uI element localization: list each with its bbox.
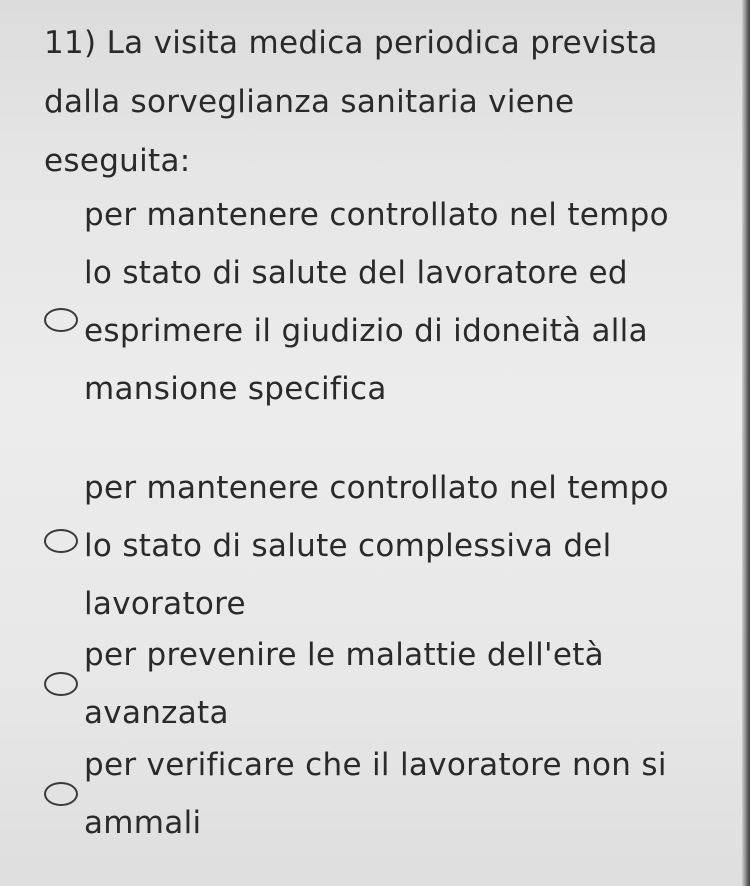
- screen-edge-shadow: [742, 0, 750, 886]
- answer-option-4[interactable]: [0, 736, 750, 854]
- radio-button-1[interactable]: [44, 308, 78, 332]
- answer-option-4-label: per verificare che il lavoratore non si ammali: [84, 747, 667, 841]
- answer-option-1-label: per mantenere controllato nel tempo lo stato di salute del lavoratore ed esprimere il giudizio di idoneità alla mansione specifica: [84, 197, 669, 407]
- radio-button-2[interactable]: [44, 529, 78, 553]
- answer-option-2[interactable]: [0, 459, 750, 639]
- answer-option-3-label: per prevenire le malattie dell'età avanzata: [84, 637, 604, 731]
- radio-button-3[interactable]: [44, 672, 78, 696]
- answer-option-1[interactable]: [0, 186, 750, 476]
- question-text: 11) La visita medica periodica prevista dalla sorveglianza sanitaria viene eseguita:: [44, 25, 658, 179]
- answer-option-2-label: per mantenere controllato nel tempo lo stato di salute complessiva del lavoratore: [84, 470, 669, 622]
- radio-button-4[interactable]: [44, 782, 78, 806]
- answer-option-3[interactable]: [0, 626, 750, 744]
